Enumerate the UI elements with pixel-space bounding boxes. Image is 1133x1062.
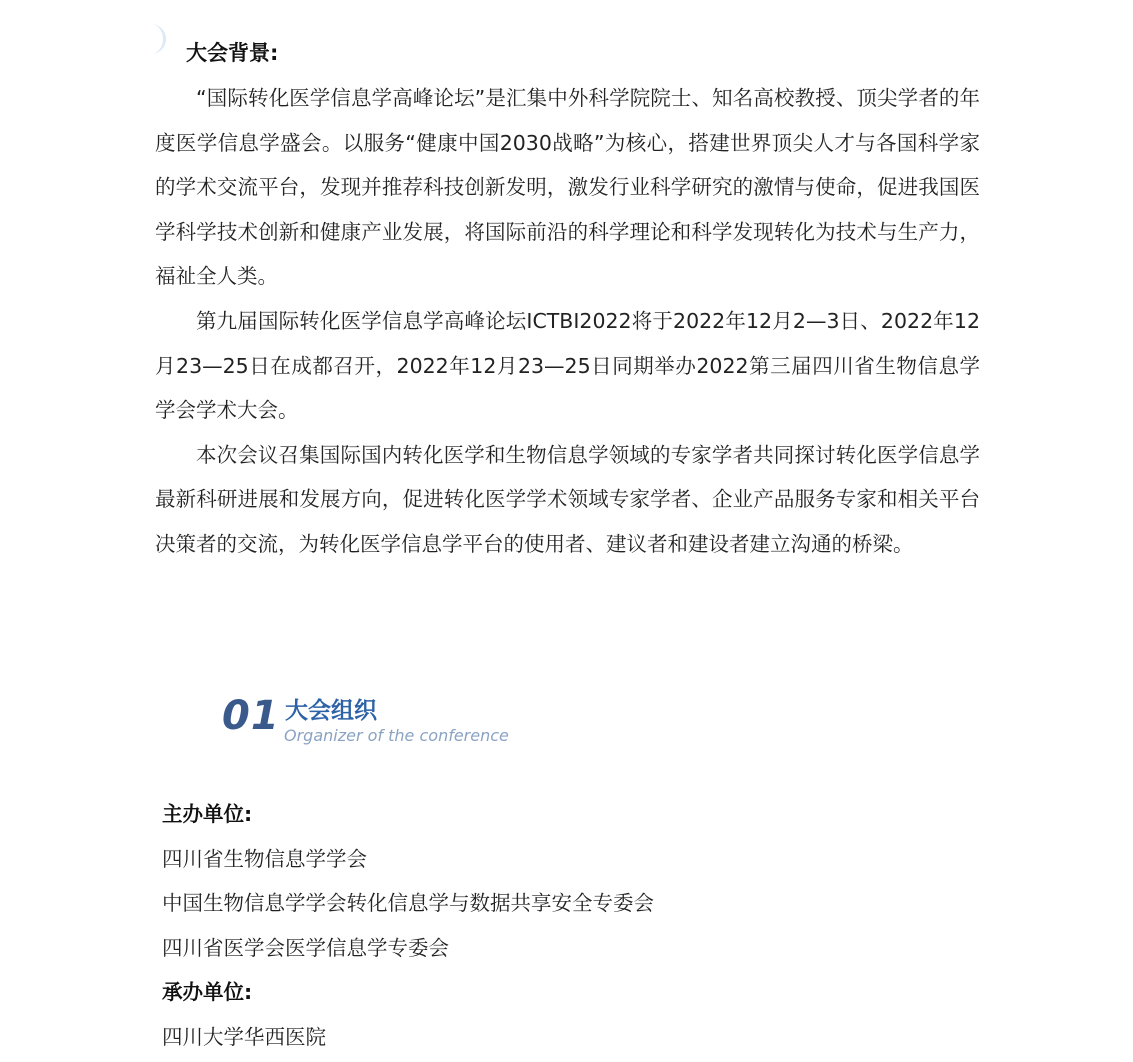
host-item: 中国生物信息学学会转化信息学与数据共享安全专委会 <box>162 891 654 916</box>
undertaker-item: 四川大学华西医院 <box>162 1024 326 1049</box>
crescent-moon-icon <box>147 22 173 56</box>
host-label: 主办单位: <box>162 802 253 826</box>
background-body <box>155 76 980 567</box>
host-item: 四川省医学会医学信息学专委会 <box>162 935 449 960</box>
section-number: 01 <box>222 693 280 739</box>
background-paragraph-3: 本次会议召集国际国内转化医学和生物信息学领域的专家学者共同探讨转化医学信息学最新科研进展和发展方向，促进转化医学学术领域专家学者、企业产品服务专家和相关平台决策者的交流，为转化医学信息学平台的使用者、建议者和建设者建立沟通的桥梁。 <box>155 442 980 556</box>
host-item: 四川省生物信息学学会 <box>162 846 367 871</box>
background-paragraph-2: 第九届国际转化医学信息学高峰论坛ICTBI2022将于2022年12月2—3日、2022年12月23—25日在成都召开，2022年12月23—25日同期举办2022第三届四川省生物信息学学会学术大会。 <box>155 308 980 423</box>
organizers-list <box>162 792 962 1060</box>
background-paragraph-1: “国际转化医学信息学高峰论坛”是汇集中外科学院院士、知名高校教授、顶尖学者的年度医学信息学盛会。以服务“健康中国2030战略”为核心，搭建世界顶尖人才与各国科学家的学术交流平台，发现并推荐科技创新发明，激发行业科学研究的激情与使命，促进我国医学科学技术创新和健康产业发展，将国际前沿的科学理论和科学发现转化为技术与生产力，福祉全人类。 <box>155 86 980 289</box>
undertaker-label: 承办单位: <box>162 980 253 1005</box>
section-subtitle: Organizer of the conference <box>284 726 509 745</box>
background-heading: 大会背景: <box>186 41 279 65</box>
section-title: 大会组织 <box>285 698 377 724</box>
